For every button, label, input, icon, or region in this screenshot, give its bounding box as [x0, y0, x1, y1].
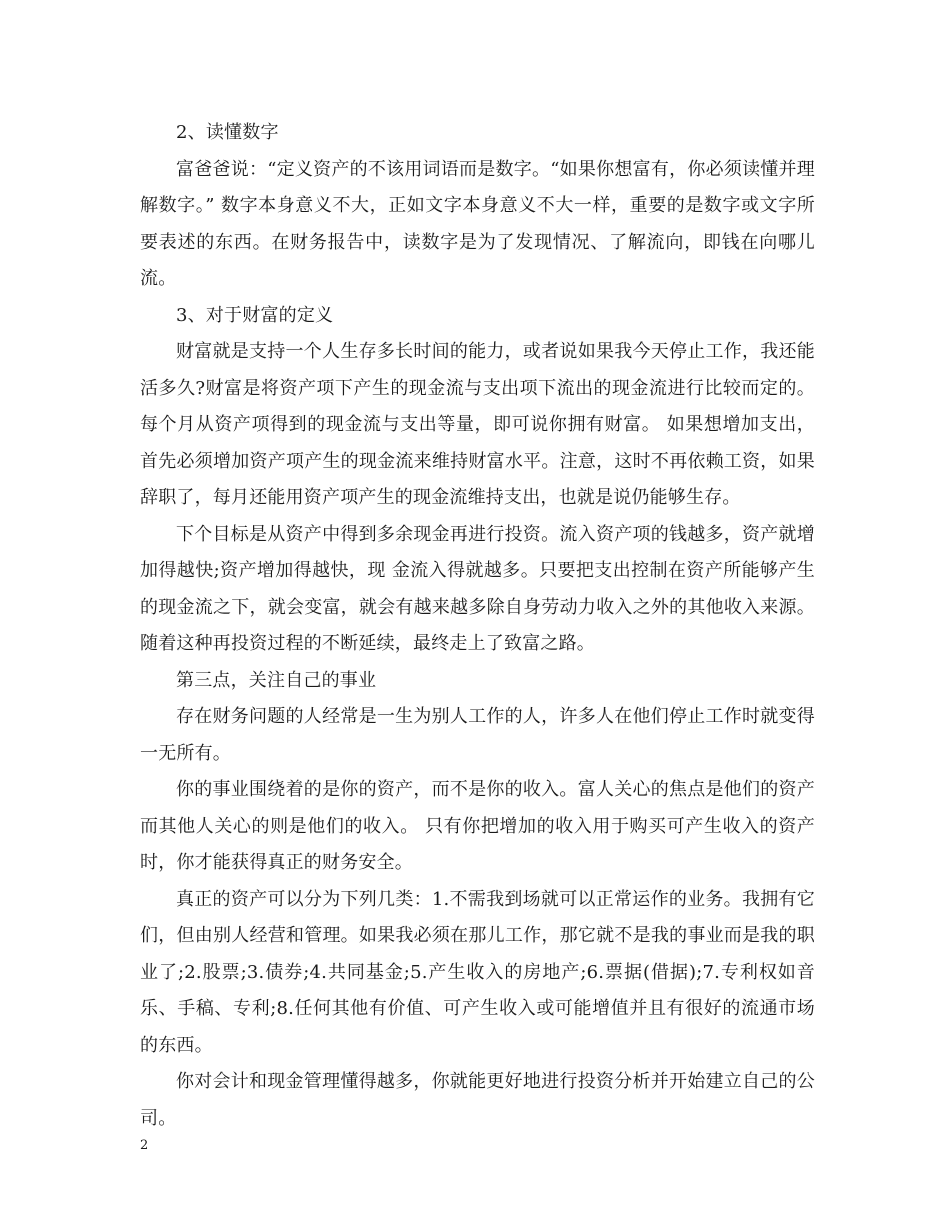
paragraph: 存在财务问题的人经常是一生为别人工作的人，许多人在他们停止工作时就变得一无所有。	[140, 706, 815, 764]
document-body	[140, 115, 815, 1137]
heading-own-business: 第三点，关注自己的事业	[176, 669, 377, 691]
heading-wealth-definition: 3、对于财富的定义	[176, 304, 334, 326]
page-number: 2	[140, 1138, 149, 1153]
paragraph: 富爸爸说：“定义资产的不该用词语而是数字。“如果你想富有，你必须读懂并理解数字。” 数字本身意义不大，正如文字本身意义不大一样，重要的是数字或文字所要表述的东西。在财务报告中，读数字是为了发现情况、了解流向，即钱在向哪儿流。	[140, 158, 815, 289]
paragraph: 下个目标是从资产中得到多余现金再进行投资。流入资产项的钱越多，资产就增加得越快;资产增加得越快，现 金流入得就越多。只要把支出控制在资产所能够产生的现金流之下，就会变富，就会有越来越多除自身劳动力收入之外的其他收入来源。 随着这种再投资过程的不断延续，最终走上了致富之路。	[140, 523, 815, 654]
heading-read-numbers: 2、读懂数字	[176, 122, 279, 143]
paragraph: 财富就是支持一个人生存多长时间的能力，或者说如果我今天停止工作，我还能活多久?财富是将资产项下产生的现金流与支出项下流出的现金流进行比较而定的。每个月从资产项得到的现金流与支出等量，即可说你拥有财富。 如果想增加支出，首先必须增加资产项产生的现金流来维持财富水平。注意，这时不再依赖工资，如果辞职了，每月还能用资产项产生的现金流维持支出，也就是说仍能够生存。	[140, 341, 815, 508]
paragraph: 真正的资产可以分为下列几类：1.不需我到场就可以正常运作的业务。我拥有它们，但由别人经营和管理。如果我必须在那儿工作，那它就不是我的事业而是我的职业了;2.股票;3.债券;4.共同基金;5.产生收入的房地产;6.票据(借据);7.专利权如音乐、手稿、专利;8.任何其他有价值、可产生收入或可能增值并且有很好的流通市场的东西。	[140, 888, 815, 1056]
paragraph: 你对会计和现金管理懂得越多，你就能更好地进行投资分析并开始建立自己的公司。	[140, 1071, 815, 1129]
paragraph: 你的事业围绕着的是你的资产，而不是你的收入。富人关心的焦点是他们的资产而其他人关心的则是他们的收入。 只有你把增加的收入用于购买可产生收入的资产时，你才能获得真正的财务安全。	[140, 779, 815, 873]
